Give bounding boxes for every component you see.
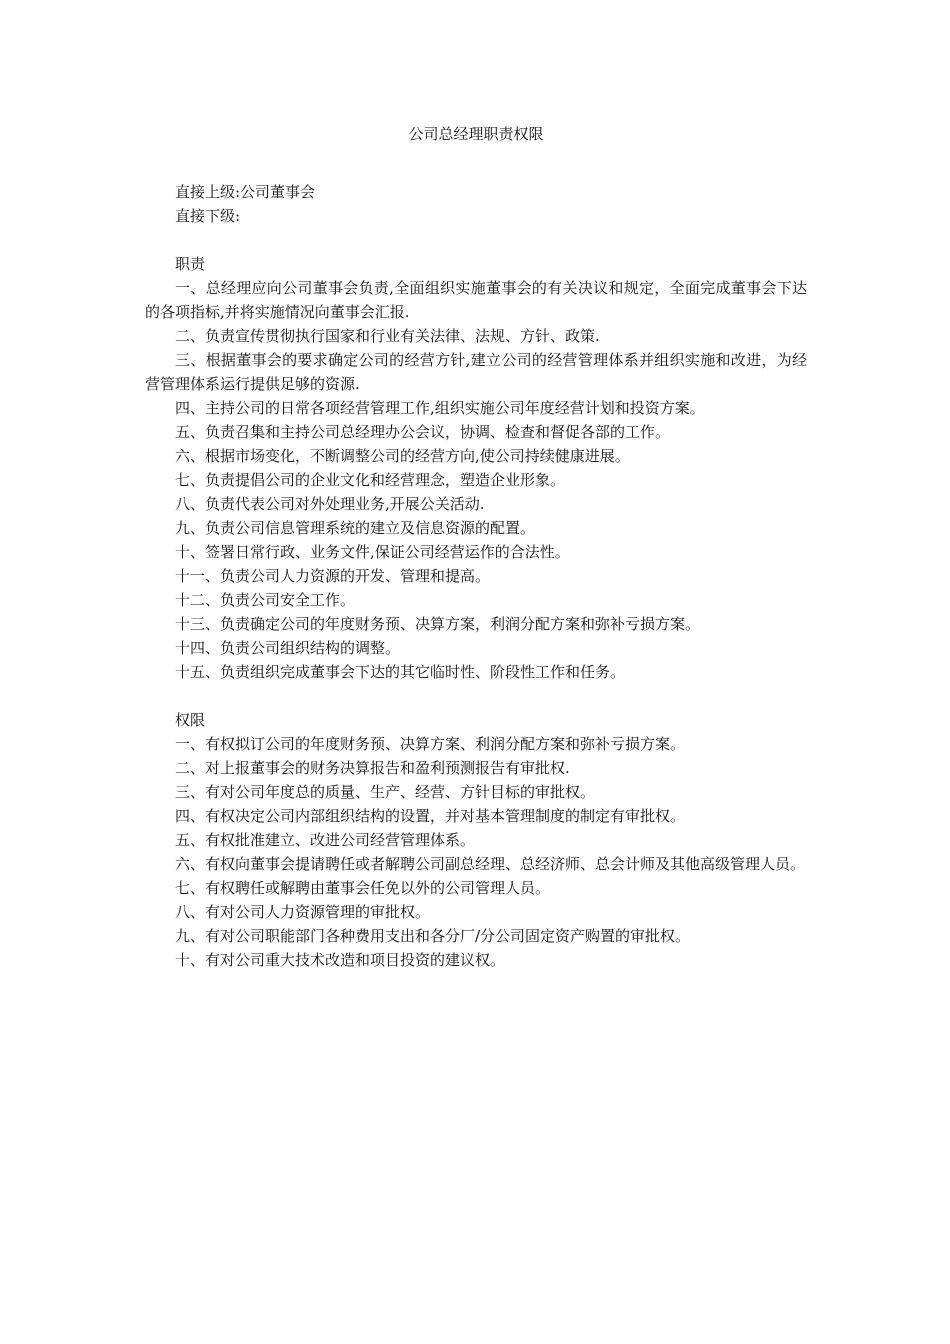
authority-item: 十、有对公司重大技术改造和项目投资的建议权。 — [175, 951, 506, 969]
spacer — [145, 684, 807, 708]
authority-item: 九、有对公司职能部门各种费用支出和各分厂/分公司固定资产购置的审批权。 — [175, 927, 691, 945]
duty-item: 八、负责代表公司对外处理业务,开展公关活动. — [175, 495, 485, 513]
duty-item: 一、总经理应向公司董事会负责,全面组织实施董事会的有关决议和规定，全面完成董事会下达的各项指标,并将实施情况向董事会汇报. — [145, 279, 807, 321]
duties-list — [145, 276, 807, 684]
duty-item: 二、负责宣传贯彻执行国家和行业有关法律、法规、方针、政策. — [175, 327, 600, 345]
duty-item: 四、主持公司的日常各项经营管理工作,组织实施公司年度经营计划和投资方案。 — [175, 399, 705, 417]
duty-item: 九、负责公司信息管理系统的建立及信息资源的配置。 — [175, 519, 536, 537]
duty-item: 十四、负责公司组织结构的调整。 — [175, 639, 401, 657]
authority-item: 七、有权聘任或解聘由董事会任免以外的公司管理人员。 — [175, 879, 551, 897]
duty-item: 七、负责提倡公司的企业文化和经营理念，塑造企业形象。 — [175, 471, 566, 489]
authority-item: 六、有权向董事会提请聘任或者解聘公司副总经理、总经济师、总会计师及其他高级管理人员。 — [175, 855, 806, 873]
duty-item: 十三、负责确定公司的年度财务预、决算方案，利润分配方案和弥补亏损方案。 — [175, 615, 701, 633]
duty-item: 五、负责召集和主持公司总经理办公会议，协调、检查和督促各部的工作。 — [175, 423, 671, 441]
direct-superior: 直接上级:公司董事会 — [175, 183, 316, 201]
spacer — [145, 228, 807, 252]
duty-item: 十五、负责组织完成董事会下达的其它临时性、阶段性工作和任务。 — [175, 663, 626, 681]
duty-item: 十二、负责公司安全工作。 — [175, 591, 356, 609]
document-page — [145, 122, 807, 972]
authority-item: 二、对上报董事会的财务决算报告和盈利预测报告有审批权. — [175, 759, 570, 777]
duties-heading: 职责 — [175, 255, 206, 273]
authority-item: 一、有权拟订公司的年度财务预、决算方案、利润分配方案和弥补亏损方案。 — [175, 735, 686, 753]
document-title: 公司总经理职责权限 — [408, 125, 544, 143]
duty-item: 三、根据董事会的要求确定公司的经营方针,建立公司的经营管理体系并组织实施和改进，为经营管理体系运行提供足够的资源. — [145, 351, 807, 393]
authority-list — [145, 732, 807, 972]
duty-item: 十一、负责公司人力资源的开发、管理和提高。 — [175, 567, 491, 585]
authority-item: 八、有对公司人力资源管理的审批权。 — [175, 903, 431, 921]
authority-item: 四、有权决定公司内部组织结构的设置，并对基本管理制度的制定有审批权。 — [175, 807, 686, 825]
authority-item: 三、有对公司年度总的质量、生产、经营、方针目标的审批权。 — [175, 783, 596, 801]
authority-item: 五、有权批准建立、改进公司经营管理体系。 — [175, 831, 476, 849]
duty-item: 六、根据市场变化，不断调整公司的经营方向,使公司持续健康进展。 — [175, 447, 630, 465]
duty-item: 十、签署日常行政、业务文件,保证公司经营运作的合法性。 — [175, 543, 570, 561]
authority-heading: 权限 — [175, 711, 206, 729]
direct-subordinate: 直接下级: — [175, 207, 241, 225]
